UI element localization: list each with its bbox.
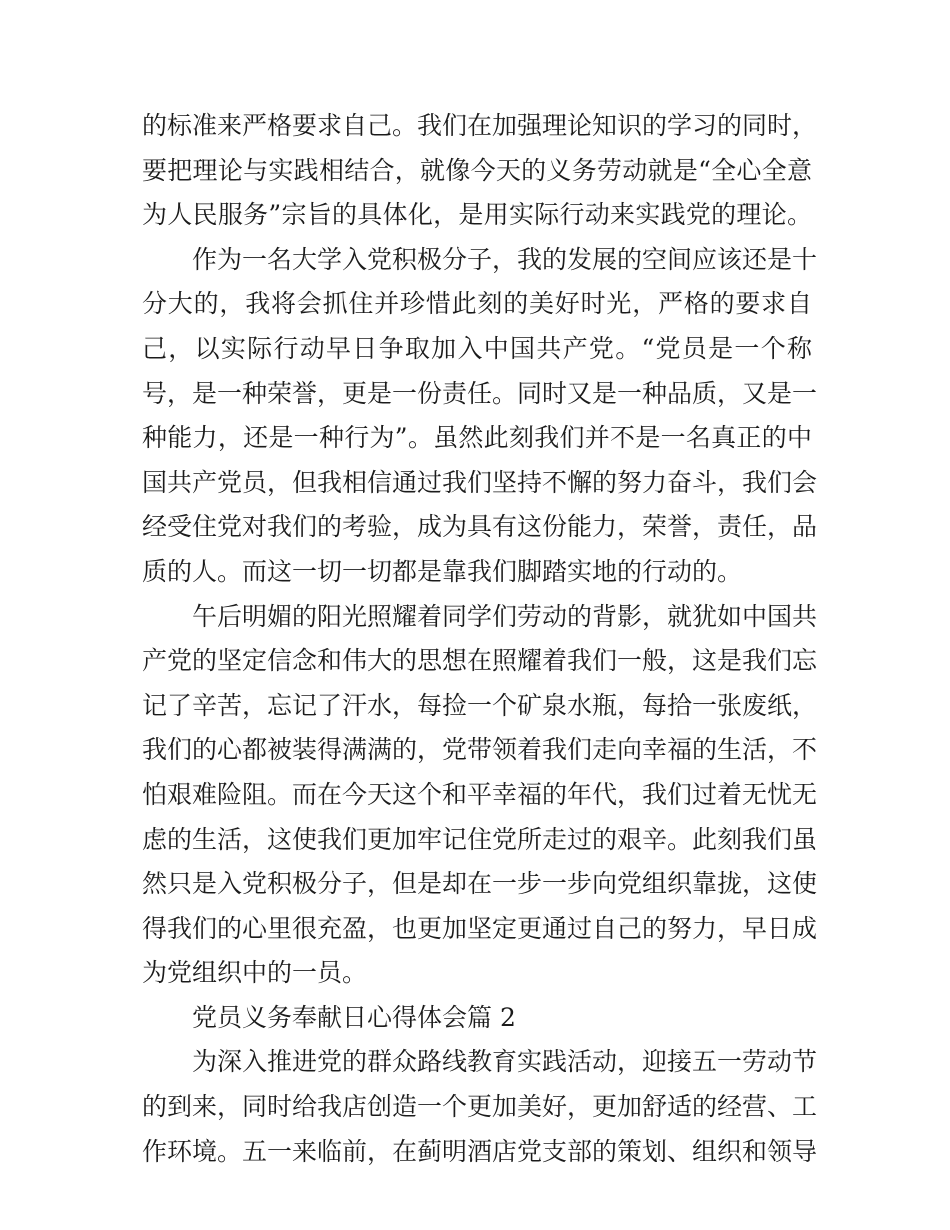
paragraph-start-line: 午后明媚的阳光照耀着同学们劳动的背影，就犹如中国共 — [192, 601, 818, 631]
text-line: 产党的坚定信念和伟大的思想在照耀着我们一般，这是我们忘 — [142, 646, 818, 676]
text-line: 得我们的心里很充盈，也更加坚定更通过自己的努力，早日成 — [142, 913, 818, 943]
section-heading: 党员义务奉献日心得体会篇 2 — [192, 1002, 516, 1032]
text-line: 怕艰难险阻。而在今天这个和平幸福的年代，我们过着无忧无 — [142, 779, 818, 809]
paragraph-end-line: 质的人。而这一切一切都是靠我们脚踏实地的行动的。 — [142, 556, 743, 586]
text-line: 国共产党员，但我相信通过我们坚持不懈的努力奋斗，我们会 — [142, 467, 818, 497]
text-line: 然只是入党积极分子，但是却在一步一步向党组织靠拢，这使 — [142, 869, 818, 899]
text-line: 我们的心都被装得满满的，党带领着我们走向幸福的生活，不 — [142, 735, 818, 765]
text-line: 种能力，还是一种行为”。虽然此刻我们并不是一名真正的中 — [142, 423, 812, 453]
text-line: 己，以实际行动早日争取加入中国共产党。“党员是一个称 — [142, 333, 812, 363]
text-line: 虑的生活，这使我们更加牢记住党所走过的艰辛。此刻我们虽 — [142, 824, 818, 854]
paragraph-start-line: 作为一名大学入党积极分子，我的发展的空间应该还是十 — [192, 244, 818, 274]
text-line: 记了辛苦，忘记了汗水，每捡一个矿泉水瓶，每拾一张废纸， — [142, 690, 818, 720]
text-line: 为人民服务”宗旨的具体化，是用实际行动来实践党的理论。 — [142, 200, 812, 230]
text-line: 要把理论与实践相结合，就像今天的义务劳动就是“全心全意 — [142, 155, 812, 185]
text-line: 作环境。五一来临前，在蓟明酒店党支部的策划、组织和领导 — [142, 1136, 818, 1166]
text-line: 分大的，我将会抓住并珍惜此刻的美好时光，严格的要求自 — [142, 289, 812, 319]
paragraph-end-line: 为党组织中的一员。 — [142, 958, 368, 988]
paragraph-start-line: 为深入推进党的群众路线教育实践活动，迎接五一劳动节 — [192, 1047, 818, 1077]
text-line: 号，是一种荣誉，更是一份责任。同时又是一种品质，又是一 — [142, 378, 818, 408]
text-line: 的到来，同时给我店创造一个更加美好，更加舒适的经营、工 — [142, 1092, 818, 1122]
document-body — [142, 104, 818, 1174]
text-line: 经受住党对我们的考验，成为具有这份能力，荣誉，责任，品 — [142, 512, 818, 542]
text-line: 的标准来严格要求自己。我们在加强理论知识的学习的同时， — [142, 111, 818, 140]
